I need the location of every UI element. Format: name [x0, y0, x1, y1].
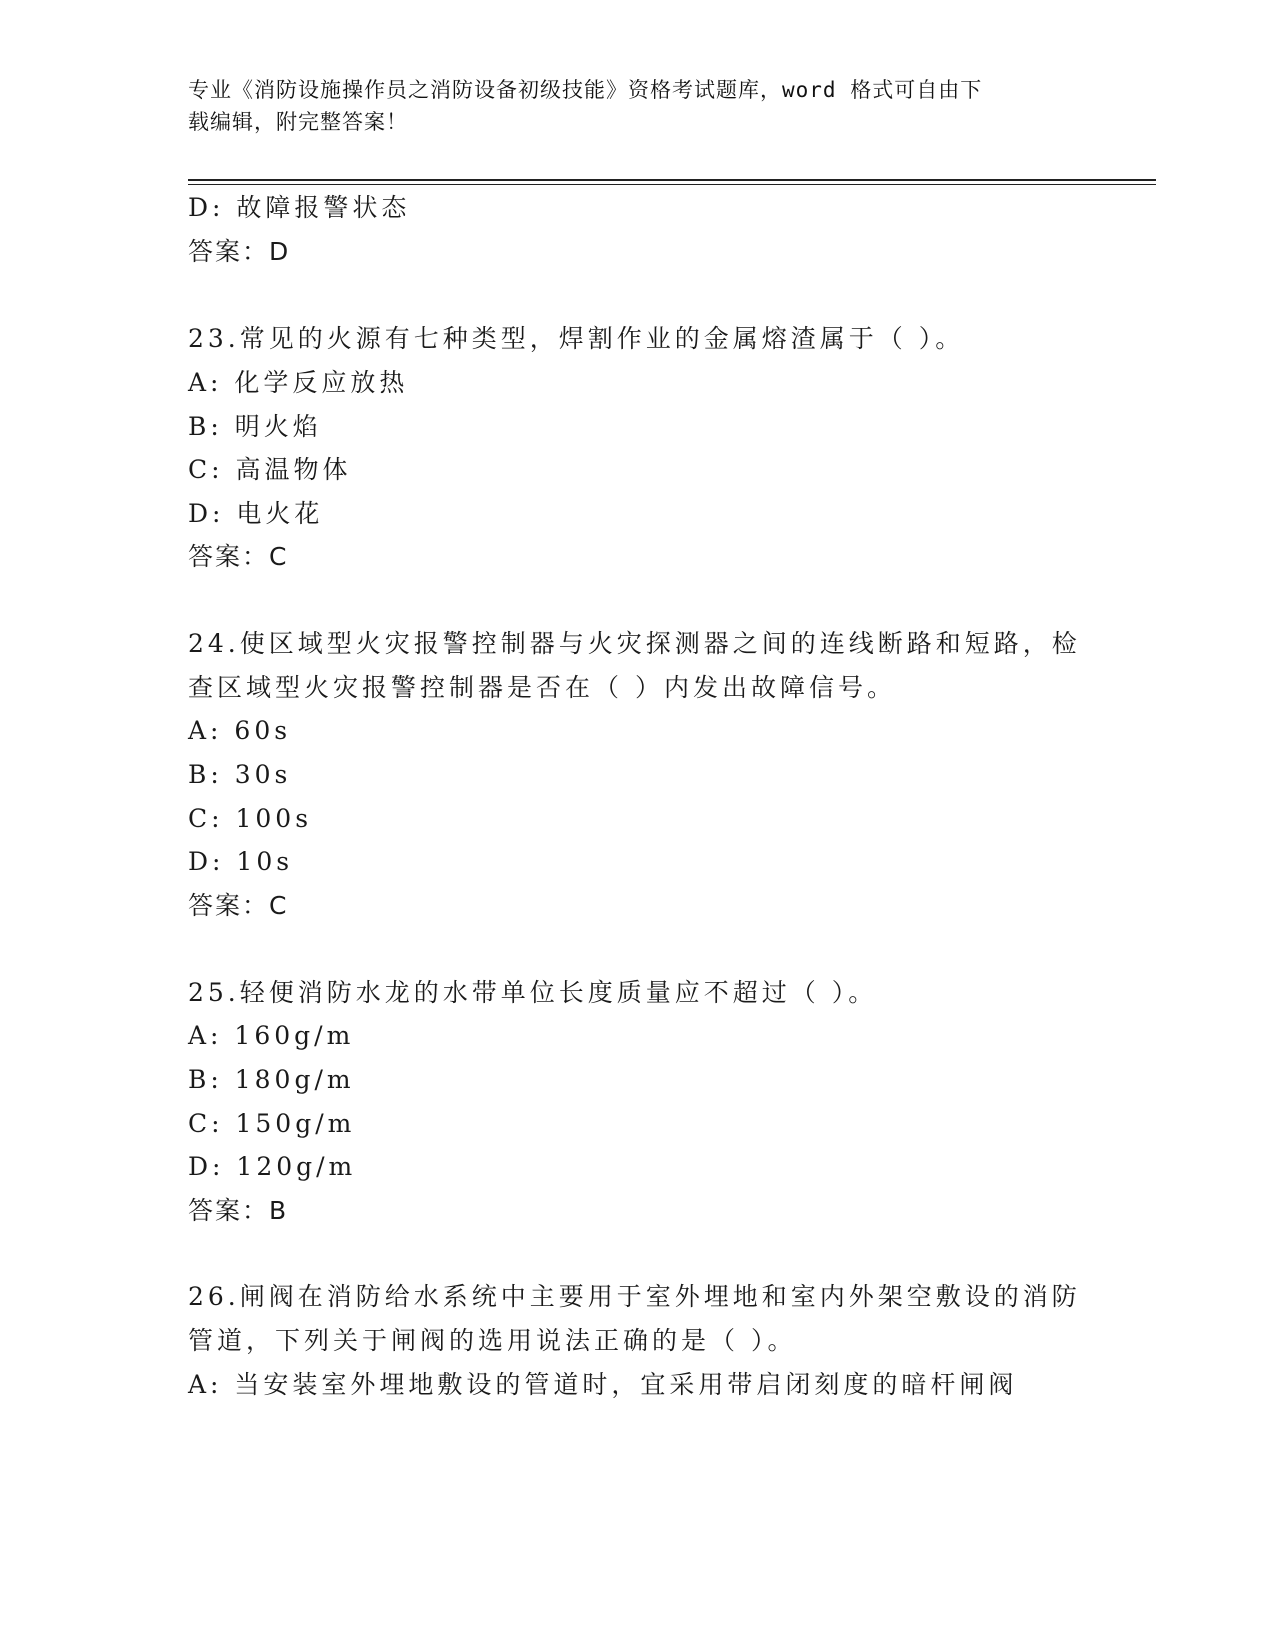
q23-stem: 23.常见的火源有七种类型，焊割作业的金属熔渣属于（ ）。 [188, 324, 965, 353]
q23-option-c: C: 高温物体 [188, 455, 352, 484]
q25-option-d: D: 120g/m [188, 1152, 357, 1181]
q24-option-c: C: 100s [188, 804, 313, 833]
prev-option-d: D: 故障报警状态 [188, 193, 411, 222]
q24-stem-line-2: 查区域型火灾报警控制器是否在（ ）内发出故障信号。 [188, 673, 896, 702]
document-header [188, 74, 1088, 138]
q26-stem-line-1: 26.闸阀在消防给水系统中主要用于室外埋地和室内外架空敷设的消防 [188, 1282, 1081, 1311]
q25-option-c: C: 150g/m [188, 1109, 356, 1138]
header-line-2: 载编辑，附完整答案！ [188, 110, 408, 134]
q24-option-a: A: 60s [188, 716, 292, 745]
q23-option-d: D: 电火花 [188, 499, 324, 528]
header-line-1: 专业《消防设施操作员之消防设备初级技能》资格考试题库，word 格式可自由下 [188, 78, 983, 102]
q24-answer: 答案：C [188, 891, 289, 920]
q24-option-b: B: 30s [188, 760, 292, 789]
q24-stem-line-1: 24.使区域型火灾报警控制器与火灾探测器之间的连线断路和短路，检 [188, 629, 1081, 658]
q26-option-a: A: 当安装室外埋地敷设的管道时，宜采用带启闭刻度的暗杆闸阀 [188, 1370, 1018, 1399]
q23-option-b: B: 明火焰 [188, 412, 322, 441]
header-rule-thin [188, 184, 1156, 185]
header-rule-thick [188, 179, 1156, 181]
q24-option-d: D: 10s [188, 847, 294, 876]
q25-stem: 25.轻便消防水龙的水带单位长度质量应不超过（ ）。 [188, 978, 878, 1007]
q26-stem-line-2: 管道，下列关于闸阀的选用说法正确的是（ ）。 [188, 1326, 797, 1355]
q25-option-b: B: 180g/m [188, 1065, 355, 1094]
q25-option-a: A: 160g/m [188, 1021, 355, 1050]
q23-option-a: A: 化学反应放热 [188, 368, 409, 397]
q25-answer: 答案：B [188, 1196, 289, 1225]
prev-answer: 答案：D [188, 237, 291, 266]
q23-answer: 答案：C [188, 542, 289, 571]
